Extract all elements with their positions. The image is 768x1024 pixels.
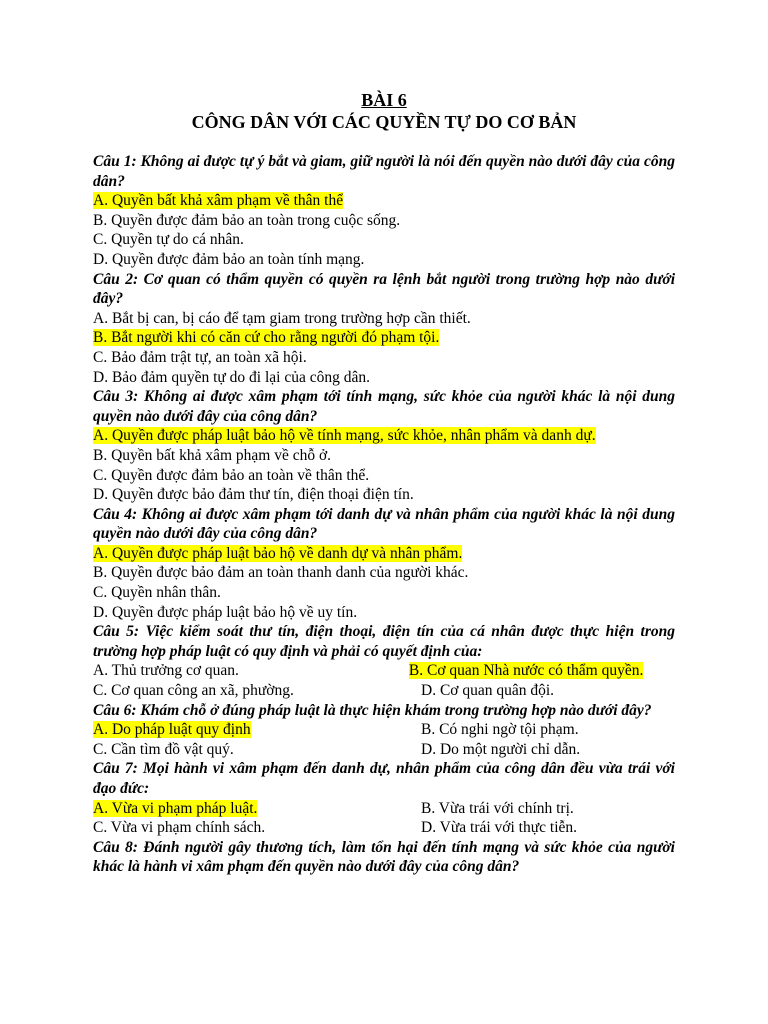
q6-answer-highlight: A. Do pháp luật quy định bbox=[93, 721, 251, 739]
q3-option-a bbox=[93, 426, 675, 446]
q4-option-b: B. Quyền được bảo đảm an toàn thanh danh của người khác. bbox=[93, 564, 469, 582]
q3-answer-highlight: A. Quyền được pháp luật bảo hộ về tính mạng, sức khỏe, nhân phẩm và danh dự. bbox=[93, 427, 596, 445]
q1-option-a bbox=[93, 191, 675, 211]
q2-answer-highlight: B. Bắt người khi có căn cứ cho rằng người đó phạm tội. bbox=[93, 329, 440, 347]
q3-option-b: B. Quyền bất khả xâm phạm về chỗ ở. bbox=[93, 446, 332, 464]
q7-option-c: C. Vừa vi phạm chính sách. bbox=[93, 819, 266, 837]
q4-option-d: D. Quyền được pháp luật bảo hộ về uy tín. bbox=[93, 603, 358, 621]
q6-option-a bbox=[93, 720, 421, 740]
question-5: Câu 5: Việc kiểm soát thư tín, điện thoại, điện tín của cá nhân được thực hiện trong trường hợp pháp luật có quy định và phải có quyết định của: bbox=[93, 623, 675, 660]
q5-option-d: D. Cơ quan quân đội. bbox=[421, 682, 555, 700]
q1-option-c: C. Quyền tự do cá nhân. bbox=[93, 231, 244, 249]
lesson-number: BÀI 6 bbox=[361, 90, 407, 110]
q7-answer-highlight: A. Vừa vi phạm pháp luật. bbox=[93, 799, 258, 817]
q7-option-a bbox=[93, 799, 421, 819]
q3-option-c: C. Quyền được đảm bảo an toàn về thân thể. bbox=[93, 466, 370, 484]
q2-option-c: C. Bảo đảm trật tự, an toàn xã hội. bbox=[93, 348, 307, 366]
question-7: Câu 7: Mọi hành vi xâm phạm đến danh dự, nhân phẩm của công dân đều vừa trái với đạo đức: bbox=[93, 760, 675, 797]
q6-option-c: C. Cần tìm đồ vật quý. bbox=[93, 740, 234, 758]
question-8: Câu 8: Đánh người gây thương tích, làm tổn hại đến tính mạng và sức khỏe của người khác là hành vi xâm phạm đến quyền nào dưới đây của công dân? bbox=[93, 838, 675, 876]
question-4: Câu 4: Không ai được xâm phạm tới danh dự và nhân phẩm của người khác là nội dung quyền nào dưới đây của công dân? bbox=[93, 505, 675, 543]
lesson-title: CÔNG DÂN VỚI CÁC QUYỀN TỰ DO CƠ BẢN bbox=[191, 112, 577, 132]
q7-options-cd bbox=[93, 818, 675, 838]
question-6: Câu 6: Khám chỗ ở đúng pháp luật là thực hiện khám trong trường hợp nào dưới đây? bbox=[93, 701, 652, 719]
q1-option-d: D. Quyền được đảm bảo an toàn tính mạng. bbox=[93, 250, 365, 268]
q4-answer-highlight: A. Quyền được pháp luật bảo hộ về danh dự và nhân phẩm. bbox=[93, 544, 463, 562]
q6-options-cd bbox=[93, 740, 675, 760]
q7-option-b: B. Vừa trái với chính trị. bbox=[421, 799, 574, 817]
q5-options-cd bbox=[93, 681, 675, 701]
q7-options-ab bbox=[93, 799, 675, 819]
question-3: Câu 3: Không ai được xâm phạm tới tính mạng, sức khỏe của người khác là nội dung quyền nào dưới đây của công dân? bbox=[93, 388, 675, 425]
q5-option-a: A. Thủ trưởng cơ quan. bbox=[93, 662, 239, 680]
q2-option-a: A. Bắt bị can, bị cáo để tạm giam trong trường hợp cần thiết. bbox=[93, 309, 471, 327]
q5-option-c: C. Cơ quan công an xã, phường. bbox=[93, 682, 294, 700]
q1-answer-highlight: A. Quyền bất khả xâm phạm về thân thể bbox=[93, 192, 344, 210]
q4-option-a bbox=[93, 544, 675, 564]
q4-option-c: C. Quyền nhân thân. bbox=[93, 584, 221, 602]
question-2: Câu 2: Cơ quan có thẩm quyền có quyền ra lệnh bắt người trong trường hợp nào dưới đây? bbox=[93, 270, 675, 308]
q6-option-d: D. Do một người chỉ dẫn. bbox=[421, 740, 581, 758]
q6-option-b: B. Có nghi ngờ tội phạm. bbox=[421, 721, 579, 739]
q1-option-b: B. Quyền được đảm bảo an toàn trong cuộc sống. bbox=[93, 211, 401, 229]
q6-options-ab bbox=[93, 720, 675, 740]
question-1: Câu 1: Không ai được tự ý bắt và giam, giữ người là nói đến quyền nào dưới đây của công dân? bbox=[93, 153, 675, 190]
q5-options-ab bbox=[93, 661, 675, 681]
q7-option-d: D. Vừa trái với thực tiễn. bbox=[421, 819, 577, 837]
q5-answer-highlight: B. Cơ quan Nhà nước có thẩm quyền. bbox=[408, 662, 644, 680]
q2-option-b bbox=[93, 328, 675, 348]
question-list bbox=[93, 152, 675, 877]
q2-option-d: D. Bảo đảm quyền tự do đi lại của công dân. bbox=[93, 368, 371, 386]
q3-option-d: D. Quyền được bảo đảm thư tín, điện thoại điện tín. bbox=[93, 486, 414, 504]
